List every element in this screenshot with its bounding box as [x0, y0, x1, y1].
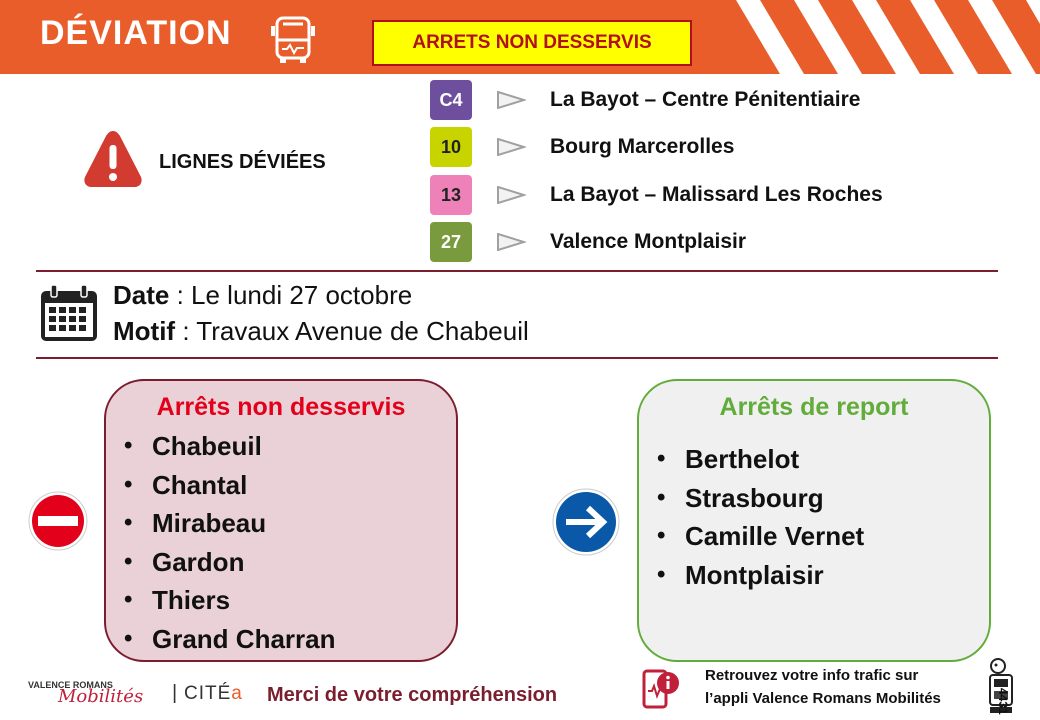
motif-value: : Travaux Avenue de Chabeuil: [175, 316, 529, 346]
line-destination: Bourg Marcerolles: [550, 135, 735, 158]
line-badge: 10: [430, 127, 472, 167]
replacement-list: [657, 440, 864, 594]
no-entry-icon: [28, 491, 88, 551]
list-item: • Grand Charran: [124, 620, 336, 659]
header-bar: [0, 0, 1040, 74]
line-row-c4: [430, 80, 1030, 120]
logo-citea: [184, 683, 243, 705]
app-info-line2: l’appli Valence Romans Mobilités: [705, 690, 941, 707]
arrow-icon: [496, 233, 526, 251]
replacement-stops-box: [637, 379, 991, 662]
warning-stripes: [726, 0, 1040, 74]
calendar-icon: [38, 283, 100, 345]
not-served-list: [124, 427, 336, 658]
document-code: 4431: [996, 688, 1010, 715]
date-line: [113, 280, 412, 311]
line-destination: La Bayot – Centre Pénitentiaire: [550, 88, 861, 111]
line-badge: 27: [430, 222, 472, 262]
page-title: DÉVIATION: [40, 14, 232, 52]
list-item: • Thiers: [124, 581, 336, 620]
warning-icon: [82, 128, 144, 190]
app-info-line1: Retrouvez votre info trafic sur: [705, 667, 919, 684]
list-item: • Gardon: [124, 543, 336, 582]
line-row-13: [430, 175, 1030, 215]
arrow-icon: [496, 91, 526, 109]
line-destination: La Bayot – Malissard Les Roches: [550, 183, 883, 206]
app-info-text: [705, 664, 941, 710]
list-item: • Strasbourg: [657, 479, 864, 518]
line-badge: C4: [430, 80, 472, 120]
arrow-icon: [496, 186, 526, 204]
list-item: • Chabeuil: [124, 427, 336, 466]
line-badge: 13: [430, 175, 472, 215]
motif-line: [113, 316, 529, 347]
line-row-10: [430, 127, 1030, 167]
list-item: • Chantal: [124, 466, 336, 505]
list-item: • Berthelot: [657, 440, 864, 479]
bus-icon: [266, 14, 320, 68]
line-row-27: [430, 222, 1030, 262]
logo-vrm-top: VALENCE ROMANS: [28, 680, 113, 690]
thanks-message: Merci de votre compréhension: [267, 684, 558, 706]
deviated-lines-label: LIGNES DÉVIÉES: [159, 151, 326, 173]
date-value: : Le lundi 27 octobre: [169, 280, 413, 310]
not-served-stops-box: [104, 379, 458, 662]
motif-label: Motif: [113, 316, 176, 346]
not-served-banner: ARRETS NON DESSERVIS: [372, 20, 692, 66]
phone-info-icon: [642, 669, 680, 709]
divider: [36, 357, 998, 359]
logo-separator: |: [172, 682, 178, 704]
logo-vrm-main: Mobilités: [58, 686, 144, 707]
arrow-icon: [496, 138, 526, 156]
replacement-title: Arrêts de report: [719, 393, 909, 421]
not-served-title: Arrêts non desservis: [156, 393, 406, 421]
date-label: Date: [113, 280, 170, 310]
list-item: • Montplaisir: [657, 556, 864, 595]
logo-citea-a: a: [231, 683, 243, 704]
list-item: • Camille Vernet: [657, 517, 864, 556]
line-destination: Valence Montplaisir: [550, 230, 747, 253]
divider: [36, 270, 998, 272]
right-arrow-icon: [552, 488, 620, 556]
list-item: • Mirabeau: [124, 504, 336, 543]
logo-citea-text: CITÉ: [184, 683, 232, 704]
